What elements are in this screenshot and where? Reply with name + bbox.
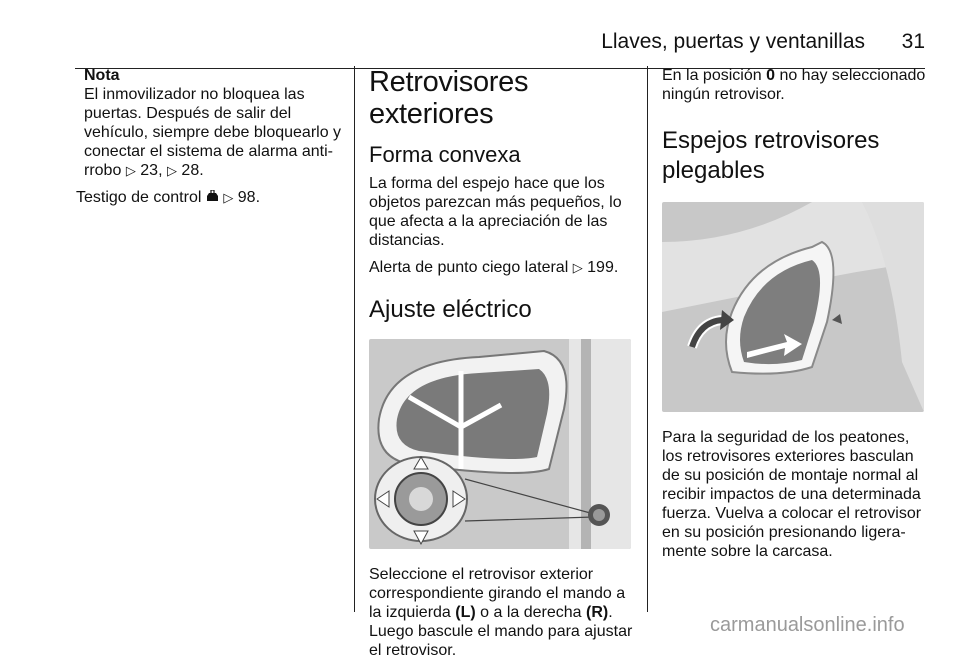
arrow-ref-icon: ▷ (125, 163, 136, 178)
position-text: En la posición 0 no hay seleccionado ningún retrovisor. (662, 67, 926, 103)
heading-ajuste-electrico: Ajuste eléctrico (369, 296, 532, 323)
column-divider (647, 66, 648, 612)
folding-mirror-illustration (662, 202, 924, 412)
link-ref[interactable]: 199. (587, 259, 619, 276)
testigo-line: Testigo de control ▷ 98. (76, 189, 261, 206)
vehicle-lock-icon (206, 189, 219, 206)
link-ref[interactable]: 28. (181, 162, 204, 179)
heading-espejos-plegables: Espejos retrovisores plegables (662, 127, 880, 184)
arrow-ref-icon: ▷ (572, 260, 583, 275)
note-title: Nota (84, 67, 120, 84)
note-block (84, 66, 344, 180)
arrow-ref-icon: ▷ (166, 163, 177, 178)
column-middle (369, 66, 633, 668)
arrow-ref-icon: ▷ (223, 190, 234, 205)
page-number: 31 (901, 30, 925, 53)
link-ref[interactable]: 23, (140, 162, 163, 179)
alert-line: Alerta de punto ciego lateral ▷ 199. (369, 259, 619, 276)
heading-forma-convexa: Forma convexa (369, 142, 521, 167)
select-mirror-text: Seleccione el retrovisor exterior correspondiente girando el mando a la izquierda (L) o a la derecha (R). Luego bascule el mando para ajustar el retrovisor. (369, 566, 633, 659)
section-title: Llaves, puertas y ventanillas (601, 30, 865, 53)
page-header (75, 22, 925, 52)
folding-text: Para la seguridad de los peatones, los retrovisores exteriores basculan de su posición de montaje normal al recibir impactos de una determinada fuerza. Vuelva a colocar el retrovisor en su posición presionando ligeramente sobre la carcasa. (662, 429, 922, 560)
heading-retrovisores: Retrovisores exteriores (369, 66, 529, 130)
column-left (76, 66, 344, 215)
watermark: carmanualsonline.info (710, 614, 905, 636)
column-divider (354, 66, 355, 612)
link-ref[interactable]: 98. (237, 189, 261, 206)
mirror-adjust-illustration (369, 339, 631, 549)
column-right (662, 66, 926, 569)
note-text: El inmovilizador no bloquea las puertas. Después de salir del vehículo, siempre debe bloquearlo y conectar el sistema de alarma antirrobo ▷ 23, ▷ 28. (84, 86, 342, 179)
convex-text: La forma del espejo hace que los objetos parezcan más pequeños, lo que afecta a la apreciación de las distancias. (369, 175, 622, 249)
